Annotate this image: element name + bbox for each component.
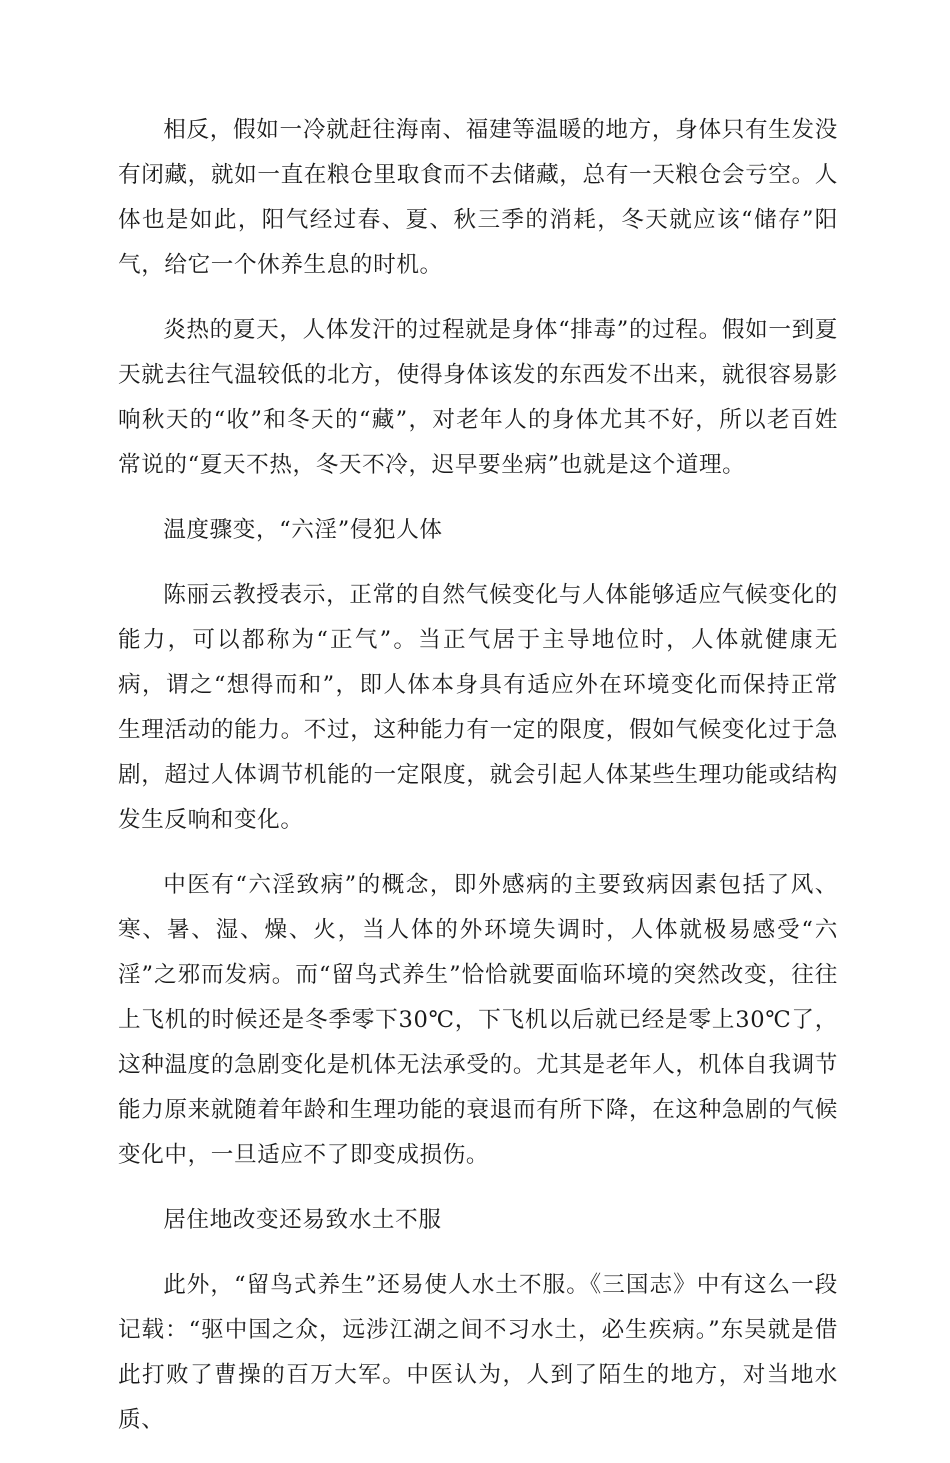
paragraph-yangqi-storage: 相反，假如一冷就赶往海南、福建等温暖的地方，身体只有生发没有闭藏，就如一直在粮仓里取食而不去储藏，总有一天粮仓会亏空。人体也是如此，阳气经过春、夏、秋三季的消耗，冬天就应该“储存”阳气，给它一个休养生息的时机。 <box>118 117 838 278</box>
paragraph-zhengqi: 陈丽云教授表示，正常的自然气候变化与人体能够适应气候变化的能力，可以都称为“正气”。当正气居于主导地位时，人体就健康无病，谓之“想得而和”，即人体本身具有适应外在环境变化而保持正常生理活动的能力。不过，这种能力有一定的限度，假如气候变化过于急剧，超过人体调节机能的一定限度，就会引起人体某些生理功能或结构发生反响和变化。 <box>118 582 838 833</box>
section-heading-water-soil: 居住地改变还易致水土不服 <box>163 1207 442 1233</box>
paragraph-liuyin: 中医有“六淫致病”的概念，即外感病的主要致病因素包括了风、寒、暑、湿、燥、火，当人体的外环境失调时，人体就极易感受“六淫”之邪而发病。而“留鸟式养生”恰恰就要面临环境的突然改变，往往上飞机的时候还是冬季零下30℃，下飞机以后就已经是零上30℃了，这种温度的急剧变化是机体无法承受的。尤其是老年人，机体自我调节能力原来就随着年龄和生理功能的衰退而有所下降，在这种急剧的气候变化中，一旦适应不了即变成损伤。 <box>118 872 838 1168</box>
section-heading-temperature-change: 温度骤变，“六淫”侵犯人体 <box>163 517 443 543</box>
paragraph-summer-sweat: 炎热的夏天，人体发汗的过程就是身体“排毒”的过程。假如一到夏天就去往气温较低的北方，使得身体该发的东西发不出来，就很容易影响秋天的“收”和冬天的“藏”，对老年人的身体尤其不好，所以老百姓常说的“夏天不热，冬天不冷，迟早要坐病”也就是这个道理。 <box>118 317 838 478</box>
paragraph-sanguozhi: 此外，“留鸟式养生”还易使人水土不服。《三国志》中有这么一段记载：“驱中国之众，远涉江湖之间不习水土，必生疾病。”东吴就是借此打败了曹操的百万大军。中医认为，人到了陌生的地方，对当地水质、 <box>118 1272 838 1433</box>
document-body <box>118 108 838 1463</box>
